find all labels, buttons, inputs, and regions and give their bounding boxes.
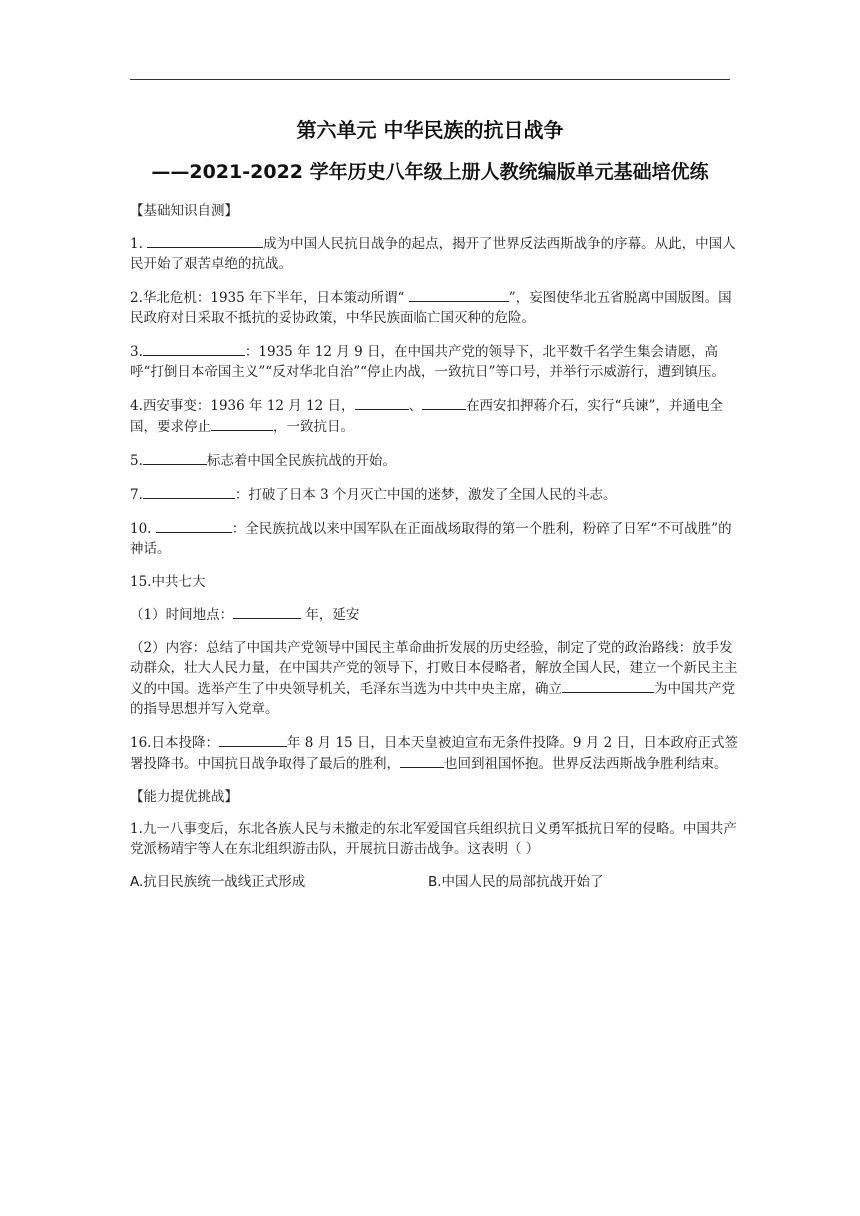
answer-blank[interactable]: [219, 732, 287, 747]
section-heading-basic: 【基础知识自测】: [130, 203, 238, 219]
mc-question-1: 1.九一八事变后，东北各族人民与未撤走的东北军爱国官兵组织抗日义勇军抵抗日军的侵略。中国共产党派杨靖宇等人在东北组织游击队，开展抗日游击战争。这表明（ ）: [130, 821, 737, 857]
mc-options: [130, 872, 742, 892]
question-number: 5.: [130, 453, 143, 469]
answer-blank[interactable]: [562, 678, 654, 693]
question-text: ：打破了日本 3 个月灭亡中国的迷梦，激发了全国人民的斗志。: [234, 487, 617, 503]
question-text: ：全民族抗战以来中国军队在正面战场取得的第一个胜利，粉碎了日军“不可战胜”的神话。: [130, 521, 732, 557]
question-15-part-1: [130, 604, 742, 625]
question-text: 标志着中国全民族抗战的开始。: [206, 453, 396, 469]
question-15-part-2: [130, 638, 742, 719]
question-text: 年，延安: [301, 607, 360, 623]
answer-blank[interactable]: [400, 753, 444, 768]
option-a[interactable]: A.抗日民族统一战线正式形成: [130, 874, 306, 890]
option-b[interactable]: B.中国人民的局部抗战开始了: [428, 874, 604, 890]
answer-blank[interactable]: [143, 450, 207, 465]
question-3: [130, 341, 742, 382]
question-1: [130, 233, 742, 274]
question-text: 2.华北危机：1935 年下半年，日本策动所谓“: [130, 290, 409, 306]
question-2: [130, 287, 742, 328]
question-text: （1）时间地点：: [130, 607, 234, 623]
question-text: 在西安扣押蒋介石，实行“兵谏”，并通电全国，要求停止: [130, 398, 723, 435]
answer-blank[interactable]: [422, 395, 466, 410]
question-text: （2）内容：总结了中国共产党领导中国民主革命曲折发展的历史经验，制定了党的政治路线：放手发动群众，壮大人民力量，在中国共产党的领导下，打败日本侵略者，解放全国人民，建立一个新民主主义的中国。选举产生了中央领导机关，毛泽东当选为中共中央主席，确立: [130, 640, 738, 697]
question-15-heading: 15.中共七大: [130, 574, 206, 590]
question-text: 也回到祖国怀抱。世界反法西斯战争胜利结束。: [444, 756, 728, 772]
question-5: [130, 450, 742, 471]
question-text: 、: [408, 398, 423, 414]
answer-blank[interactable]: [147, 233, 263, 248]
answer-blank[interactable]: [143, 484, 235, 499]
page-subtitle: ——2021-2022 学年历史八年级上册人教统编版单元基础培优练: [151, 161, 709, 183]
question-text: ”，妄图使华北五省脱离中国版图。国民政府对日采取不抵抗的妥协政策，中华民族面临亡国灭种的危险。: [130, 290, 732, 326]
document-body: [130, 201, 742, 892]
question-7: [130, 484, 742, 505]
answer-blank[interactable]: [409, 287, 509, 302]
question-text: 为中国共产党的指导思想并写入党章。: [130, 681, 735, 717]
question-number: 7.: [130, 487, 143, 503]
page-title: 第六单元 中华民族的抗日战争: [296, 118, 564, 142]
question-text: ：1935 年 12 月 9 日，在中国共产党的领导下，北平数千名学生集会请愿，高呼“打倒日本帝国主义”“反对华北自治”“停止内战，一致抗日”等口号，并举行示威游行，遭到镇压。: [130, 344, 725, 380]
answer-blank[interactable]: [156, 518, 232, 533]
question-text: ，一致抗日。: [273, 419, 354, 435]
question-number: 10.: [130, 521, 156, 537]
header-rule: [130, 79, 730, 80]
question-16: [130, 732, 742, 774]
question-text: 16.日本投降：: [130, 735, 219, 751]
question-text: 成为中国人民抗日战争的起点，揭开了世界反法西斯战争的序幕。从此，中国人民开始了艰苦卓绝的抗战。: [130, 236, 736, 272]
question-text: 4.西安事变：1936 年 12 月 12 日，: [130, 398, 355, 414]
answer-blank[interactable]: [143, 341, 245, 356]
question-4: [130, 395, 742, 437]
question-10: [130, 518, 742, 559]
answer-blank[interactable]: [355, 395, 409, 410]
section-heading-advanced: 【能力提优挑战】: [130, 789, 238, 805]
answer-blank[interactable]: [211, 416, 273, 431]
question-number: 1.: [130, 236, 148, 252]
question-number: 3.: [130, 344, 143, 360]
answer-blank[interactable]: [233, 604, 301, 619]
question-text: 年 8 月 15 日，日本天皇被迫宣布无条件投降。9 月 2 日，日本政府正式签署投降书。中国抗日战争取得了最后的胜利，: [130, 735, 738, 772]
